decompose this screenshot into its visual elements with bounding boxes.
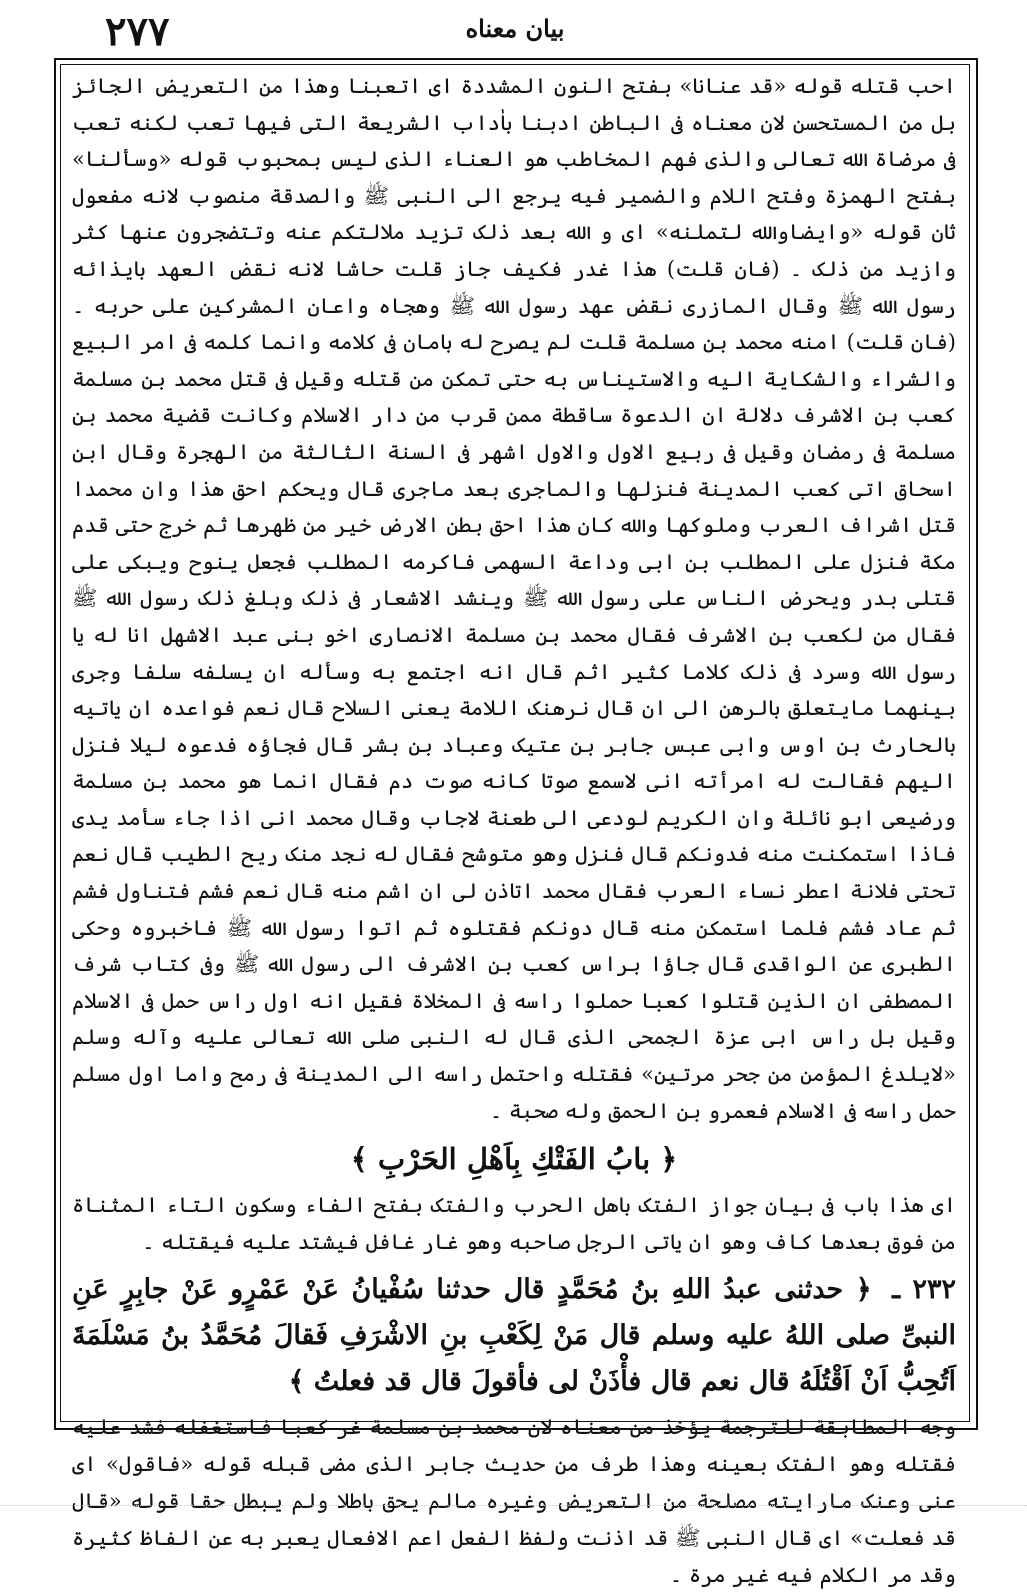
hadith-text: ﴿ حدثنی عبدُ اللهِ بنُ مُحَمَّدٍ قال حدثنا سُفْیانُ عَنْ عَمْرٍو عَنْ جابِرٍ عَنِ النبیِّ صلی اللهُ علیه وسلم قال مَنْ لِکَعْبِ بنِ الاشْرَفِ فَقالَ مُحَمَّدُ بنُ مَسْلَمَةَ اَتُحِبُّ اَنْ اَقْتُلَهُ قال نعم قال فأْذَنْ لی فأقولَ قال قد فعلتُ ﴾: [72, 1274, 956, 1398]
hadith-explanation: وجه المطابقة للترجمة یؤخذ من معناه لان محمد بن مسلمة غر کعبا فاستغفله فشد علیه فقتله وهو الفتک بعینه وهذا طرف من حدیث جابر الذی مضی قبله قوله «فاقول» ای عنی وعنک مارایته مصلحة من التعریض وغیره مالم یحق باطلا ولم یبطل حقا قوله «قال قد فعلت» ای قال النبی ﷺ قد اذنت ولفظ الفعل اعم الافعال یعبر به عن الفاظ کثیرة وقد مر الکلام فیه غیر مرة ۔: [72, 1415, 956, 1588]
page-number: ۲۷۷: [105, 8, 170, 55]
chapter-heading: ﴿ بابُ الفَتْكِ بِاَهْلِ الحَرْبِ ﴾: [350, 1142, 678, 1177]
page-content: [72, 68, 956, 1594]
chapter-description: ای هذا باب فی بیان جواز الفتک باهل الحرب والفتک بفتح الفاء وسکون التاء المثناة من فوق بعدها کاف وهو ان یاتی الرجل صاحبه وهو غار غافل فیشتد علیه فیقتله ۔: [72, 1193, 956, 1255]
hadith-number: ۲۳۲ ـ: [892, 1274, 956, 1306]
scan-edge: [0, 1505, 1027, 1508]
running-title: بیان معناه: [465, 14, 565, 43]
commentary-paragraph: احب قتله قوله «قد عنانا» بفتح النون المشددة ای اتعبنا وهذا من التعریض الجائز بل من المستحسن لان معناه فی الباطن ادبنا باٰداب الشریعة التی فیها تعب لکنه تعب فی مرضاة الله تعالی والذی فهم المخاطب هو العناء الذی لیس بمحبوب قوله «وسألنا» بفتح الهمزة وفتح اللام والضمیر فیه یرجع الی النبی ﷺ والصدقة منصوب لانه مفعول ثان قوله «وایضاوالله لتملنه» ای و الله بعد ذلک تزید ملالتکم عنه وتتضجرون عنها کثر وازید من ذلک ۔ (فان قلت) هذا غدر فکیف جاز قلت حاشا لانه نقض العهد بایذائه رسول الله ﷺ وقال المازری نقض عهد رسول الله ﷺ وهجاه واعان المشرکین علی حربه ۔ (فان قلت) امنه محمد بن مسلمة قلت لم یصرح له بامان فی کلامه وانما کلمه فی امر البیع والشراء والشکایة الیه والاستیناس به حتی تمکن من قتله وقیل فی قتل محمد بن مسلمة کعب بن الاشرف دلالة ان الدعوة ساقطة ممن قرب من دار الاسلام وکانت قضیة محمد بن مسلمة فی رمضان وقیل فی ربیع الاول والاول اشهر فی السنة الثالثة من الهجرة وقال ابن اسحاق اتی کعب المدینة فنزلها والماجری بعد ماجری قال ویحکم احق هذا وان محمدا قتل اشراف العرب وملوکها والله کان هذا احق بطن الارض خیر من ظهرها ثم خرج حتی قدم مکة فنزل علی المطلب بن ابی وداعة السهمی فاکرمه المطلب فجعل ینوح ویبکی علی قتلی بدر ویحرض الناس علی رسول الله ﷺ وینشد الاشعار فی ذلک وبلغ ذلک رسول الله ﷺ فقال من لکعب بن الاشرف فقال محمد بن مسلمة الانصاری اخو بنی عبد الاشهل انا له یا رسول الله وسرد فی ذلک کلاما کثیر اثم قال انه اجتمع به وسأله ان یسلفه سلفا وجری بینهما مایتعلق بالرهن الی ان قال نرهنک اللامة یعنی السلاح قال نعم فواعده ان یاتیه بالحارث بن اوس وابی عبس جابر بن عتیک وعباد بن بشر قال فجاؤه فدعوه لیلا فنزل الیهم فقالت له امرأته انی لاسمع صوتا کانه صوت دم فقال انما هو محمد بن مسلمة ورضیعی ابو نائلة وان الکریم لودعی الی طعنة لاجاب وقال محمد انی اذا جاء سأمد یدی فاذا استمکنت منه فدونکم قال فنزل وهو متوشح فقال له نجد منک ریح الطیب قال نعم تحتی فلانة اعطر نساء العرب فقال محمد اتاذن لی ان اشم منه قال نعم فشم فتناول فشم ثم عاد فشم فلما استمکن منه قال دونکم فقتلوه ثم اتوا رسول الله ﷺ فاخبروه وحکی الطبری عن الواقدی قال جاؤا براس کعب بن الاشرف الی رسول الله ﷺ وفی کتاب شرف المصطفی ان الذین قتلوا کعبا حملوا راسه فی المخلاة فقیل انه اول راس حمل فی الاسلام وقیل بل راس ابی عزة الجمحی الذی قال له النبی صلی الله تعالی علیه وآله وسلم «لایلدغ المؤمن من جحر مرتین» فقتله واحتمل راسه الی المدینة فی رمح واما اول مسلم حمل راسه فی الاسلام فعمرو بن الحمق وله صحبة ۔: [72, 74, 956, 1123]
hadith-block: [72, 1267, 956, 1405]
